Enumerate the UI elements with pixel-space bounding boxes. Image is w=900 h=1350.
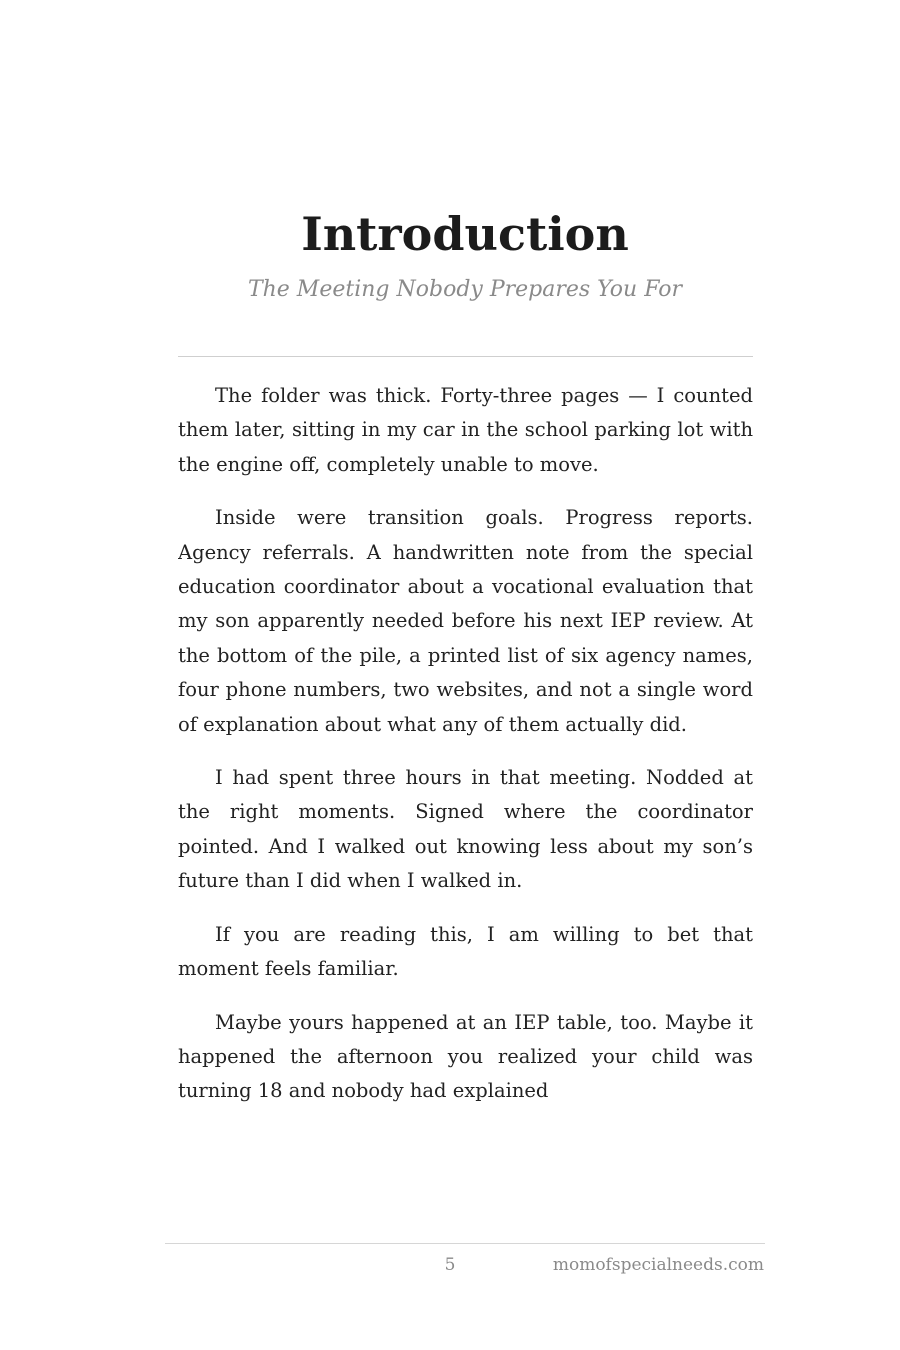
footer-divider <box>165 1243 765 1244</box>
chapter-title: Introduction <box>301 207 629 261</box>
body-paragraph: Inside were transition goals. Progress reports. Agency referrals. A handwritten note from the special education coordinator about a vocational evaluation that my son apparently needed before his next IEP review. At the bottom of the pile, a printed list of six agency names, four phone numbers, two websites, and not a single word of explanation about what any of them actually did. <box>178 506 753 736</box>
chapter-body <box>178 379 753 1184</box>
title-divider <box>178 356 753 357</box>
chapter-subtitle: The Meeting Nobody Prepares You For <box>247 277 683 302</box>
body-paragraph: If you are reading this, I am willing to bet that moment feels familiar. <box>178 922 753 981</box>
footer-site-url: momofspecialneeds.com <box>552 1255 764 1275</box>
body-paragraph: The folder was thick. Forty-three pages — I counted them later, sitting in my car in the school parking lot with the engine off, completely unable to move. <box>178 384 753 476</box>
body-paragraph: Maybe yours happened at an IEP table, too. Maybe it happened the afternoon you realized your child was turning 18 and nobody had explained <box>178 1010 753 1103</box>
body-paragraph: I had spent three hours in that meeting. Nodded at the right moments. Signed where the coordinator pointed. And I walked out knowing less about my son’s future than I did when I walked in. <box>178 766 753 893</box>
page-number: 5 <box>444 1255 456 1275</box>
